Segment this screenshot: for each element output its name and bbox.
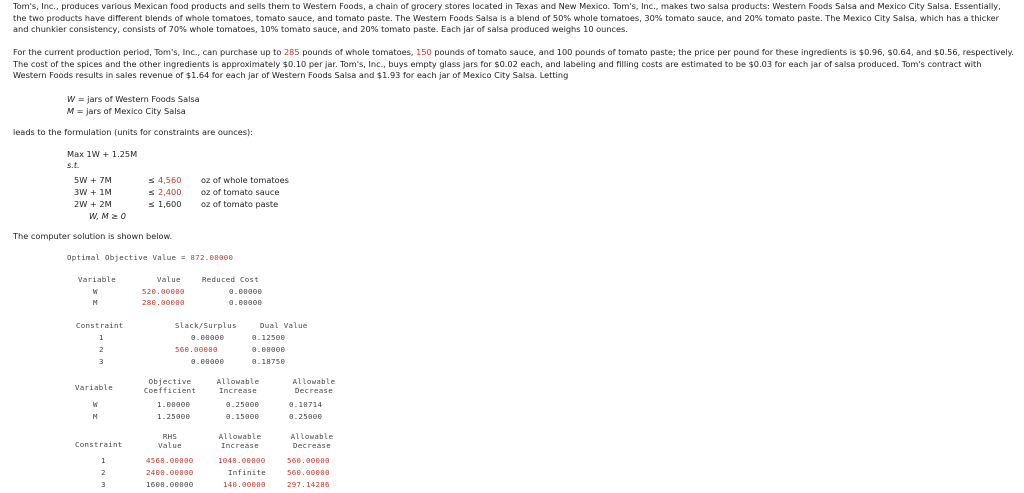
table-row-decrease: 560.00000 [287, 456, 330, 465]
constraint-1-unit: oz of whole tomatoes [201, 175, 289, 185]
whole-tomato-pounds: 285 [283, 47, 300, 57]
constraint-2-op: ≤ [148, 187, 155, 197]
table-row-name: M [93, 412, 98, 421]
table-row-name: 2 [99, 345, 104, 354]
cost-text-3: pounds of tomato sauce, and 100 pounds of tomato paste; the price per pound for these ingredients is $0.96, $0.64, and $0.56, respectively. The cost of the spices and the other ingredients is approximately $0.10 per jar. Tom's, Inc., buys empty glass jars for $0.02 each, and labeling and filling costs are estimated to be $0.03 for each jar of salsa produced. Tom's contract with Western Foods results in sales revenue of $1.64 for each jar of Western Foods Salsa and $1.93 for each jar of Mexico City Salsa. Letting [13, 47, 1014, 81]
subject-to: s.t. [67, 160, 80, 170]
con-header-dual: Dual Value [260, 321, 308, 330]
nonnegativity: W, M ≥ 0 [89, 211, 126, 221]
table-row-slack: 560.00000 [175, 345, 218, 354]
constraint-1-rhs: 4,560 [158, 175, 182, 185]
table-row-decrease: 297.14286 [287, 480, 330, 489]
intro-paragraph: Tom's, Inc., produces various Mexican food products and sells them to Western Foods, a chain of grocery stores located in Texas and New Mexico. Tom's, Inc., makes two salsa products: Western Foods Salsa and Mexico City Salsa. Essentially, the two products have different blends of whole tomatoes, tomato sauce, and tomato paste. The Western Foods Salsa is a blend of 50% whole tomatoes, 30% tomato sauce, and 20% tomato paste. The Mexico City Salsa, which has a thicker and chunkier consistency, consists of 70% whole tomatoes, 10% tomato sauce, and 20% tomato paste. Each jar of salsa produced weighs 10 ounces. [13, 1, 1001, 35]
con-header-slack: Slack/Surplus [175, 321, 237, 330]
leads-text: leads to the formulation (units for constraints are ounces): [13, 127, 253, 137]
rhs-range-header-value: RHS Value [158, 432, 182, 450]
objective-value: 872.00000 [190, 253, 234, 262]
optimal-objective: Optimal Objective Value = 872.00000 [67, 253, 234, 262]
table-row-increase: 1040.00000 [218, 456, 266, 465]
table-row-increase: 140.00000 [223, 480, 266, 489]
var-header-variable: Variable [78, 275, 116, 284]
constraint-1-lhs: 5W + 7M [74, 175, 112, 185]
table-row-value: 520.00000 [142, 287, 185, 296]
constraint-2-rhs: 2,400 [158, 187, 182, 197]
obj-range-header-coef: Objective Coefficient [143, 377, 197, 395]
definition-w: W = jars of Western Foods Salsa [67, 94, 200, 104]
obj-range-header-increase: Allowable Increase [216, 377, 260, 395]
table-row-increase: 0.15000 [226, 412, 260, 421]
table-row-increase: 0.25000 [226, 400, 260, 409]
table-row-dual: 0.12500 [252, 333, 286, 342]
table-row-rhs: 4560.00000 [146, 456, 194, 465]
var-header-value: Value [157, 275, 181, 284]
constraint-1-op: ≤ [148, 175, 155, 185]
table-row-name: W [93, 400, 98, 409]
table-row-increase: Infinite [228, 468, 266, 477]
obj-range-header-decrease: Allowable Decrease [292, 377, 336, 395]
rhs-range-header-constraint: Constraint [75, 440, 123, 449]
cost-paragraph [13, 47, 1015, 82]
constraint-3-unit: oz of tomato paste [201, 199, 279, 209]
objective-function: Max 1W + 1.25M [67, 149, 138, 159]
var-header-reduced: Reduced Cost [202, 275, 259, 284]
table-row-decrease: 0.10714 [289, 400, 323, 409]
table-row-slack: 0.00000 [191, 333, 225, 342]
constraint-3-lhs: 2W + 2M [74, 199, 112, 209]
table-row-name: 3 [99, 357, 104, 366]
table-row-coef: 1.25000 [157, 412, 191, 421]
table-row-reduced: 0.00000 [229, 287, 263, 296]
table-row-decrease: 0.25000 [289, 412, 323, 421]
table-row-name: 3 [101, 480, 106, 489]
table-row-rhs: 2400.00000 [146, 468, 194, 477]
table-row-decrease: 560.00000 [287, 468, 330, 477]
cost-text-1: For the current production period, Tom's, Inc., can purchase up to [13, 47, 284, 57]
table-row-dual: 0.18750 [252, 357, 286, 366]
table-row-reduced: 0.00000 [229, 298, 263, 307]
obj-range-header-variable: Variable [75, 383, 113, 392]
table-row-rhs: 1600.00000 [146, 480, 194, 489]
table-row-slack: 0.00000 [191, 357, 225, 366]
table-row-value: 280.00000 [142, 298, 185, 307]
table-row-name: W [93, 287, 98, 296]
definition-m: M = jars of Mexico City Salsa [67, 106, 186, 116]
constraint-3-rhs: 1,600 [158, 199, 182, 209]
constraint-2-lhs: 3W + 1M [74, 187, 112, 197]
table-row-dual: 0.00000 [252, 345, 286, 354]
rhs-range-header-decrease: Allowable Decrease [290, 432, 334, 450]
table-row-name: M [93, 298, 98, 307]
rhs-range-header-increase: Allowable Increase [218, 432, 262, 450]
constraint-3-op: ≤ [148, 199, 155, 209]
tomato-sauce-pounds: 150 [416, 47, 432, 57]
table-row-coef: 1.00000 [157, 400, 191, 409]
solution-text: The computer solution is shown below. [13, 231, 173, 241]
table-row-name: 1 [101, 456, 106, 465]
table-row-name: 1 [99, 333, 104, 342]
con-header-constraint: Constraint [76, 321, 124, 330]
table-row-name: 2 [101, 468, 106, 477]
cost-text-2: pounds of whole tomatoes, [299, 47, 417, 57]
constraint-2-unit: oz of tomato sauce [201, 187, 280, 197]
